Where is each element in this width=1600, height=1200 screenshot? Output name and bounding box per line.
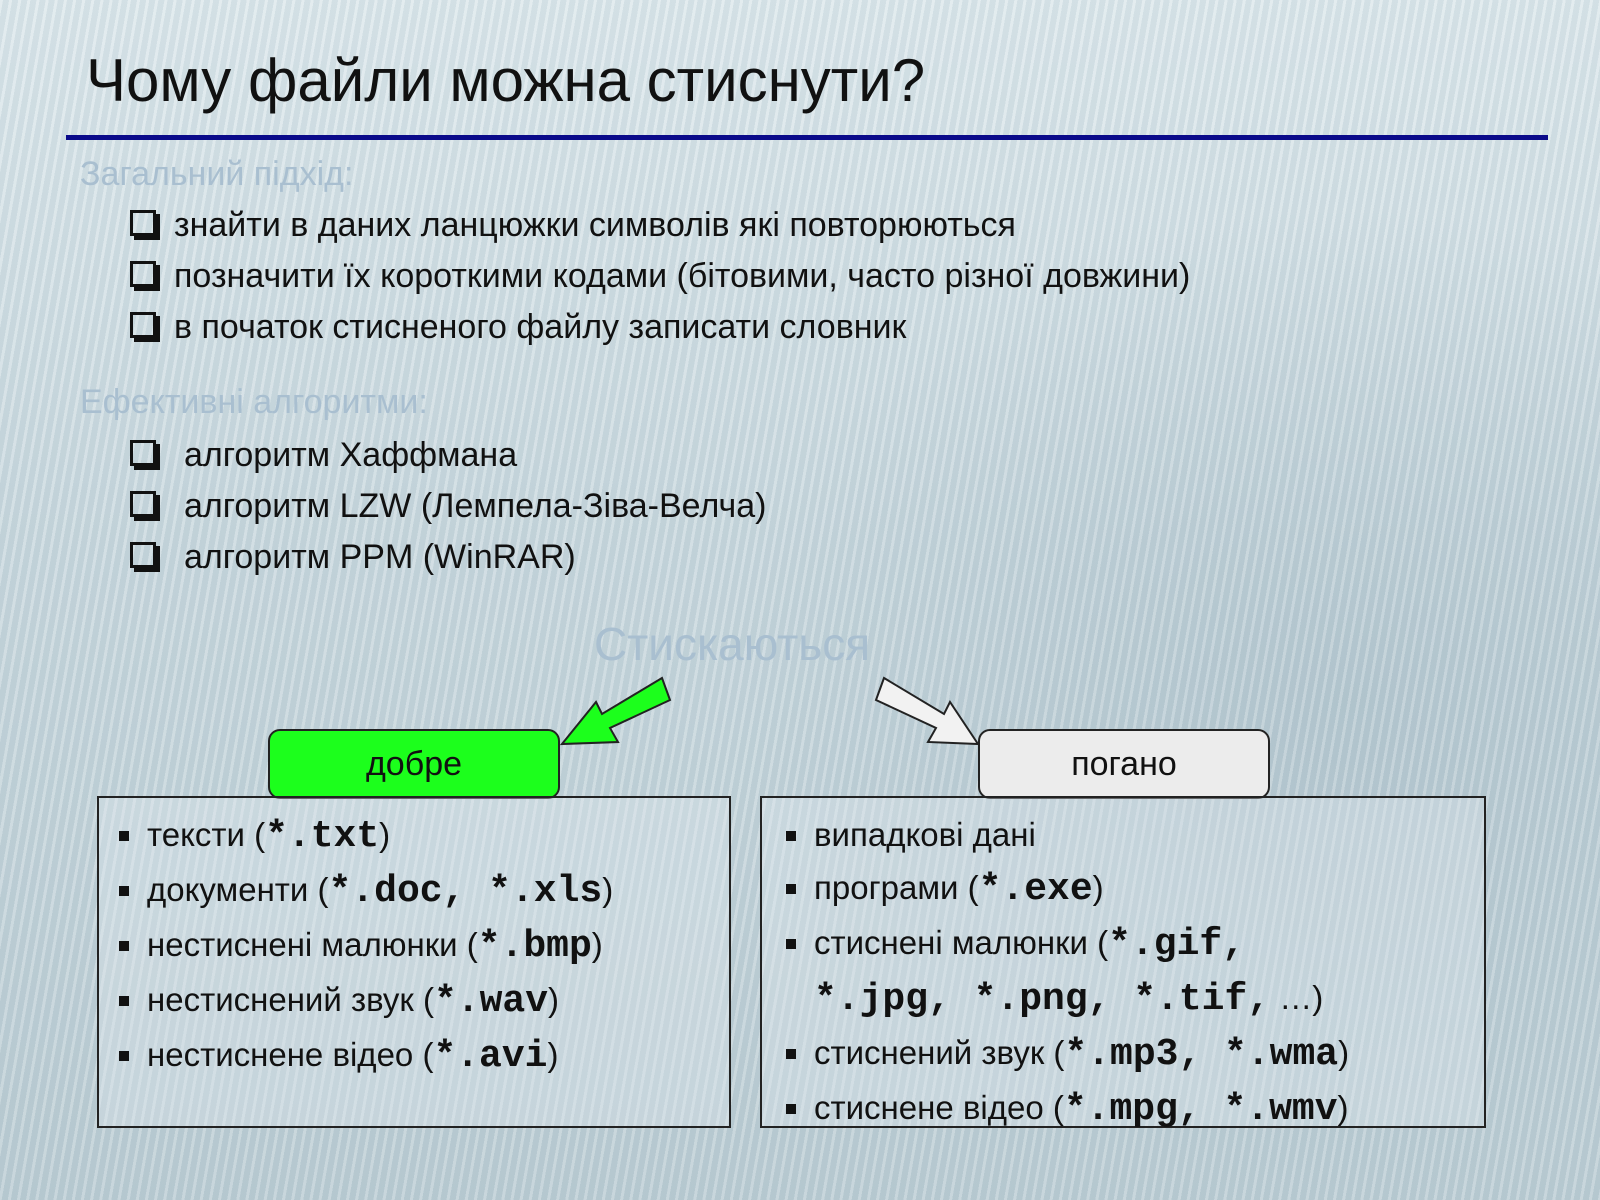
list-item: випадкові дані	[784, 808, 1484, 861]
algorithms-heading: Ефективні алгоритми:	[80, 383, 428, 421]
list-item: в початок стисненого файлу записати словник	[130, 302, 1190, 353]
list-item: нестиснені малюнки (*.bmp)	[117, 918, 729, 973]
good-label: добре	[268, 729, 560, 799]
list-item: алгоритм Хаффмана	[130, 430, 767, 481]
list-item: алгоритм LZW (Лемпела-Зіва-Велча)	[130, 481, 767, 532]
bad-file-list	[784, 808, 1484, 1136]
list-item: тексти (*.txt)	[117, 808, 729, 863]
list-item: нестиснений звук (*.wav)	[117, 973, 729, 1028]
list-item: стиснені малюнки (*.gif,	[784, 916, 1484, 971]
list-item: алгоритм PPM (WinRAR)	[130, 532, 767, 583]
checkbox-icon	[130, 210, 156, 236]
list-item: стиснене відео (*.mpg, *.wmv)	[784, 1081, 1484, 1136]
list-item: програми (*.exe)	[784, 861, 1484, 916]
general-approach-heading: Загальний підхід:	[80, 155, 354, 193]
checkbox-icon	[130, 542, 156, 568]
list-item: знайти в даних ланцюжки символів які повторюються	[130, 200, 1190, 251]
list-item: позначити їх короткими кодами (бітовими, часто різної довжини)	[130, 251, 1190, 302]
list-item-continuation: *.jpg, *.png, *.tif, …)	[814, 978, 1324, 1021]
bad-label: погано	[978, 729, 1270, 799]
checkbox-icon	[130, 491, 156, 517]
bad-compression-box	[760, 796, 1486, 1131]
list-item: нестиснене відео (*.avi)	[117, 1028, 729, 1083]
slide-title: Чому файли можна стиснути?	[86, 47, 926, 114]
good-file-list	[117, 808, 729, 1083]
list-item: документи (*.doc, *.xls)	[117, 863, 729, 918]
white-arrow-icon	[874, 672, 986, 756]
checkbox-icon	[130, 440, 156, 466]
title-divider	[66, 135, 1548, 140]
compressed-label: Стискаються	[594, 618, 871, 670]
checkbox-icon	[130, 261, 156, 287]
checkbox-icon	[130, 312, 156, 338]
algorithms-list	[130, 430, 767, 583]
green-arrow-icon	[560, 672, 672, 756]
good-compression-box	[97, 796, 731, 1128]
general-approach-list	[130, 200, 1190, 353]
list-item: стиснений звук (*.mp3, *.wma)	[784, 1026, 1484, 1081]
